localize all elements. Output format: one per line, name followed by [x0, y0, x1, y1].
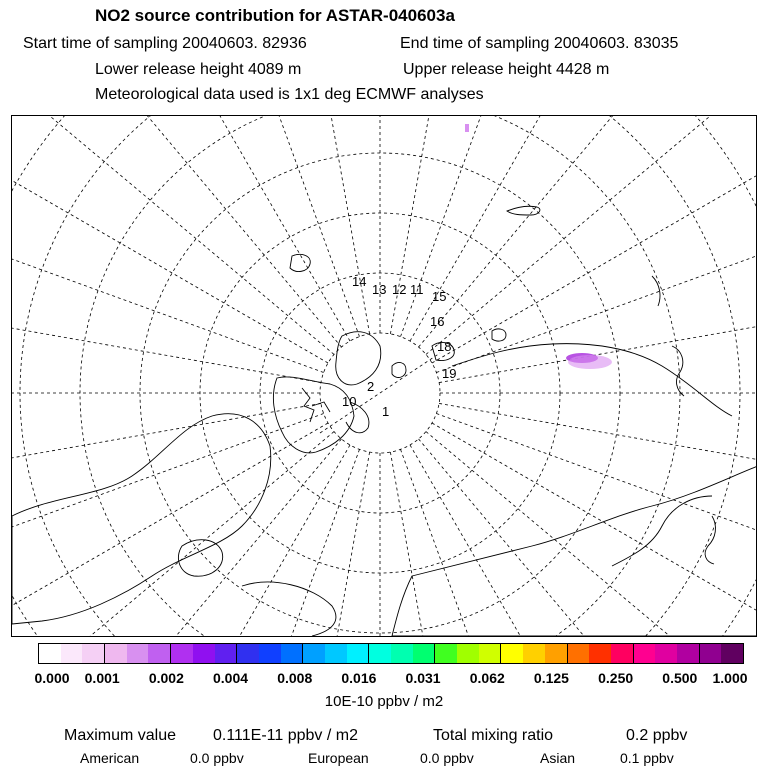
meridian-line — [12, 439, 341, 637]
meridian-line — [432, 423, 757, 637]
colorbar-tick-label: 0.016 — [341, 670, 377, 686]
colorbar-segment — [347, 644, 369, 663]
colorbar-segment — [82, 644, 104, 663]
meridian-line — [12, 116, 328, 363]
trajectory-label: 11 — [410, 282, 424, 297]
colorbar-tick-label: 0.001 — [84, 670, 120, 686]
meridian-line — [258, 116, 369, 334]
coast-greenland — [336, 332, 381, 385]
graticule — [12, 116, 757, 637]
colorbar-segment — [721, 644, 743, 663]
meridian-line — [12, 154, 324, 373]
asian-label: Asian — [540, 750, 576, 766]
total-mixing-label: Total mixing ratio — [433, 727, 554, 744]
colorbar-tick-label: 1.000 — [712, 670, 748, 686]
colorbar-segment — [699, 644, 722, 663]
colorbar-segment — [193, 644, 215, 663]
colorbar-tick-label: 0.004 — [213, 670, 249, 686]
trajectory-label: 2 — [367, 379, 375, 394]
meridian-line — [141, 449, 360, 637]
coast-iceland — [290, 254, 310, 271]
colorbar-segment — [236, 644, 259, 663]
colorbar-segment — [523, 644, 545, 663]
colorbar-segment — [104, 644, 127, 663]
meridian-line — [432, 116, 757, 363]
european-label: European — [308, 750, 369, 766]
colorbar-tick-label: 0.125 — [533, 670, 569, 686]
colorbar-segment — [325, 644, 347, 663]
colorbar-segment — [368, 644, 391, 663]
colorbar — [38, 643, 744, 664]
meridian-line — [390, 452, 501, 637]
map-canvas — [12, 116, 757, 637]
met-data-label: Meteorological data used is 1x1 deg ECMWF analyses — [95, 86, 484, 103]
coastlines — [12, 206, 757, 636]
trajectory-labels — [342, 274, 456, 419]
meridian-line — [12, 403, 321, 514]
colorbar-tick-label: 0.008 — [277, 670, 313, 686]
plot-title: NO2 source contribution for ASTAR-040603a — [95, 6, 455, 25]
colorbar-segment — [215, 644, 237, 663]
meridian-line — [12, 432, 334, 637]
plume-speck — [465, 124, 469, 132]
colorbar-segment — [633, 644, 656, 663]
upper-height-label: Upper release height 4428 m — [403, 61, 610, 78]
meridian-line — [439, 403, 757, 514]
trajectory-label: 19 — [442, 366, 457, 381]
latitude-circle — [12, 116, 757, 637]
coast-svalbard — [392, 363, 406, 378]
trajectory-label: 12 — [392, 282, 407, 297]
colorbar-segment — [677, 644, 699, 663]
coast-alaska — [242, 582, 336, 636]
meridian-line — [12, 423, 328, 637]
asian-value: 0.1 ppbv — [620, 750, 674, 766]
trajectory-label: 14 — [352, 274, 367, 289]
colorbar-segment — [567, 644, 590, 663]
coast-novaya — [507, 206, 540, 215]
colorbar-tick-label: 0.031 — [405, 670, 441, 686]
colorbar-segment — [281, 644, 303, 663]
max-value: 0.111E-11 ppbv / m2 — [213, 727, 358, 744]
total-mixing-value: 0.2 ppbv — [626, 727, 688, 744]
meridian-line — [410, 116, 730, 341]
colorbar-segment — [148, 644, 170, 663]
colorbar-segment — [127, 644, 149, 663]
coast-japan — [705, 516, 715, 564]
coast-north-america — [12, 414, 271, 624]
colorbar-segment — [611, 644, 633, 663]
american-value: 0.0 ppbv — [190, 750, 244, 766]
trajectory-label: 18 — [437, 339, 452, 354]
meridian-line — [258, 452, 369, 637]
coast-europe — [273, 377, 357, 453]
no2-plume — [465, 124, 612, 369]
colorbar-tick-label: 0.002 — [148, 670, 184, 686]
colorbar-tick-label: 0.250 — [598, 670, 634, 686]
meridian-line — [30, 116, 350, 341]
colorbar-tick-label: 0.000 — [34, 670, 70, 686]
trajectory-label: 1 — [382, 404, 390, 419]
colorbar-segment — [500, 644, 523, 663]
trajectory-label: 16 — [430, 314, 445, 329]
meridian-line — [436, 414, 757, 633]
colorbar-segment — [479, 644, 501, 663]
meridian-line — [141, 116, 360, 337]
end-time-label: End time of sampling 20040603. 83035 — [400, 35, 679, 52]
colorbar-tick-label: 0.062 — [469, 670, 505, 686]
meridian-line — [419, 116, 757, 347]
colorbar-segment — [655, 644, 677, 663]
trajectory-label: 13 — [372, 282, 387, 297]
trajectory-label: 15 — [432, 289, 447, 304]
start-time-label: Start time of sampling 20040603. 82936 — [23, 35, 307, 52]
colorbar-segment — [457, 644, 479, 663]
colorbar-segment — [39, 644, 61, 663]
colorbar-segment — [413, 644, 435, 663]
meridian-line — [401, 449, 620, 637]
lower-height-label: Lower release height 4089 m — [95, 61, 302, 78]
max-value-label: Maximum value — [64, 727, 177, 744]
meridian-line — [12, 116, 341, 347]
plume-blob-faint — [568, 355, 612, 369]
american-label: American — [80, 750, 140, 766]
coast-asia — [392, 466, 757, 636]
polar-map — [11, 115, 757, 637]
colorbar-segment — [259, 644, 281, 663]
colorbar-segment — [589, 644, 611, 663]
latitude-circle — [12, 116, 757, 637]
colorbar-unit: 10E-10 ppbv / m2 — [324, 693, 444, 710]
colorbar-segment — [61, 644, 83, 663]
meridian-line — [436, 154, 757, 373]
colorbar-segment — [434, 644, 457, 663]
meridian-line — [419, 439, 757, 637]
colorbar-segment — [545, 644, 567, 663]
meridian-line — [426, 116, 757, 354]
meridian-line — [320, 353, 440, 433]
european-value: 0.0 ppbv — [420, 750, 474, 766]
meridian-line — [12, 271, 321, 382]
colorbar-segment — [302, 644, 325, 663]
colorbar-segment — [170, 644, 193, 663]
colorbar-segment — [391, 644, 413, 663]
trajectory-label: 10 — [342, 394, 357, 409]
colorbar-tick-label: 0.500 — [662, 670, 698, 686]
